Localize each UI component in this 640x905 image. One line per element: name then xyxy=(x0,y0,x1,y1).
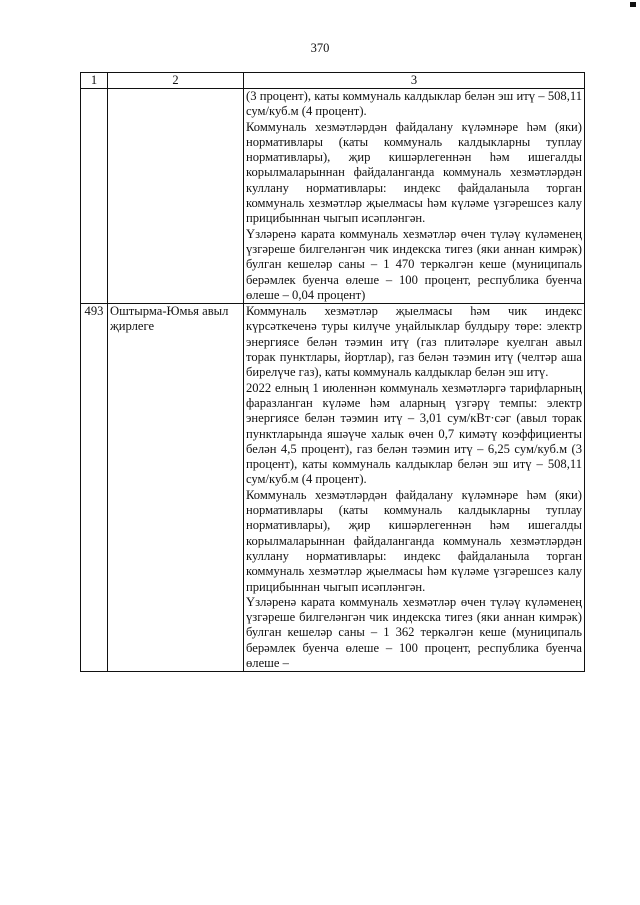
settlement-name xyxy=(108,89,244,304)
paragraph: Коммуналь хезмәтләрдән файдалану күләмнәре һәм (яки) нормативлары (каты коммуналь калдыкларны туплау нормативлары), җир кишәрлегеннән һәм ишегалды корылмаларыннан файдаланганда коммуналь хезмәтләрдән куллану нормативлары: индекс файдаланыла торган коммуналь хезмәтләр җыелмасы һәм күләме үзгәрешсез калу прицибыннан чыгып исәпләнгән. xyxy=(246,487,582,594)
paragraph: (3 процент), каты коммуналь калдыклар белән эш итү – 508,11 сум/куб.м (4 процент). xyxy=(246,89,582,119)
header-col-3: 3 xyxy=(244,73,585,89)
table-row xyxy=(81,304,585,672)
row-number xyxy=(81,89,108,304)
table-header-row xyxy=(81,73,585,89)
table-row xyxy=(81,89,585,304)
paragraph: 2022 елның 1 июленнән коммуналь хезмәтләргә тарифларның фаразланган күләме һәм аларның үзгәрү темпы: электр энергиясе белән тәэмин итү – 3,01 сум/кВт·сәг (авыл торак пунктларында яшәүче халык өчен 0,7 кимәтү коэффициенты белән 4,5 процент), газ белән тәэмин итү – 6,25 сум/куб.м (3 процент), каты коммуналь калдыклар белән эш итү – 508,11 сум/куб.м (4 процент). xyxy=(246,380,582,487)
paragraph: Үзләренә карата коммуналь хезмәтләр өчен түләү күләменең үзгәреше билгеләнгән чик индекска тигез (яки аннан кимрәк) булган кешеләр саны – 1 470 теркәлгән кеше (муниципаль берәмлек буенча өлеше – 100 процент, республика буенча өлеше – 0,04 процент) xyxy=(246,226,582,302)
header-col-2: 2 xyxy=(108,73,244,89)
paragraph: Коммуналь хезмәтләрдән файдалану күләмнәре һәм (яки) нормативлары (каты коммуналь калдыкларны туплау нормативлары), җир кишәрлегеннән һәм ишегалды корылмаларыннан файдаланганда коммуналь хезмәтләрдән куллану нормативлары: индекс файдаланыла торган коммуналь хезмәтләр җыелмасы һәм күләме үзгәрешсез калу прицибыннан чыгып исәпләнгән. xyxy=(246,119,582,226)
row-content xyxy=(244,89,585,304)
paragraph: Коммуналь хезмәтләр җыелмасы һәм чик индекс күрсәткеченә туры килүче уңайлыклар булдыру төре: электр энергиясе белән тәэмин итү (газ плитәләре куелган авыл торак пунктлары, йортлар), газ белән тәэмин итү (челтәр аша бирелүче газ), каты коммуналь калдыклар белән эш итү. xyxy=(246,304,582,380)
settlement-name: Оштырма-Юмья авыл җирлеге xyxy=(108,304,244,672)
row-number: 493 xyxy=(81,304,108,672)
page-number: 370 xyxy=(310,41,330,55)
paragraph: Үзләренә карата коммуналь хезмәтләр өчен түләү күләменең үзгәреше билгеләнгән чик индекска тигез (яки аннан кимрәк) булган кешеләр саны – 1 362 теркәлгән кеше (муниципаль берәмлек буенча өлеше – 100 процент, республика буенча өлеше – xyxy=(246,594,582,670)
tariff-table xyxy=(80,72,585,672)
scan-corner-mark xyxy=(630,2,636,7)
row-content xyxy=(244,304,585,672)
header-col-1: 1 xyxy=(81,73,108,89)
